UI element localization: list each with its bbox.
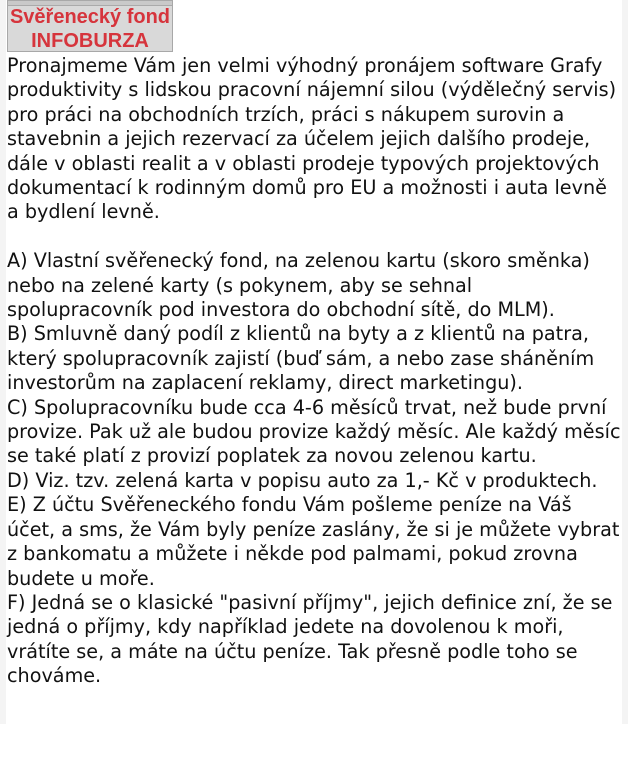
infoburza-logo[interactable] xyxy=(7,0,173,52)
list-item: D) Viz. tzv. zelená karta v popisu auto za 1,- Kč v produktech. xyxy=(7,468,598,492)
list-item: F) Jedná se o klasické "pasivní příjmy", jejich definice zní, že se jedná o příjmy, kdy například jedete na dovolenou k moři, vrátíte se, a máte na účtu peníze. Tak přesně podle toho se chováme. xyxy=(7,590,613,688)
article-body xyxy=(7,54,623,689)
paragraph-spacer xyxy=(7,225,623,249)
logo-subtitle: INFOBURZA xyxy=(31,30,149,52)
list-item: A) Vlastní svěřenecký fond, na zelenou kartu (skoro směnka) nebo na zelené karty (s pokynem, aby se sehnal spolupracovník pod investora do obchodní sítě, do MLM). xyxy=(7,249,590,322)
left-gutter xyxy=(0,0,6,724)
list-item: E) Z účtu Svěřeneckého fondu Vám pošleme peníze na Váš účet, a sms, že Vám byly peníze zaslány, že si je můžete vybrat z bankomatu a můžete i někde pod palmami, pokud zrovna budete u moře. xyxy=(7,493,620,590)
list-item: B) Smluvně daný podíl z klientů na byty a z klientů na patra, který spolupracovník zajistí (buď sám, a nebo zase sháněním investorům na zaplacení reklamy, direct marketingu). xyxy=(7,322,595,395)
list-item: C) Spolupracovníku bude cca 4-6 měsíců trvat, než bude první provize. Pak už ale budou provize každý měsíc. Ale každý měsíc se také platí z provizí poplatek za novou zelenou kartu. xyxy=(7,395,621,468)
logo-title: Svěřenecký fond xyxy=(9,6,171,28)
intro-paragraph: Pronajmeme Vám jen velmi výhodný pronájem software Grafy produktivity s lidskou pracovní nájemní silou (výdělečný servis) pro práci na obchodních trzích, práci s nákupem surovin a stavebnin a jejich rezervací za účelem jejich dalšího prodeje, dále v oblasti realit a v oblasti prodeje typových projektových dokumentací k rodinným domů pro EU a možnosti i auta levně a bydlení levně. xyxy=(7,54,617,224)
